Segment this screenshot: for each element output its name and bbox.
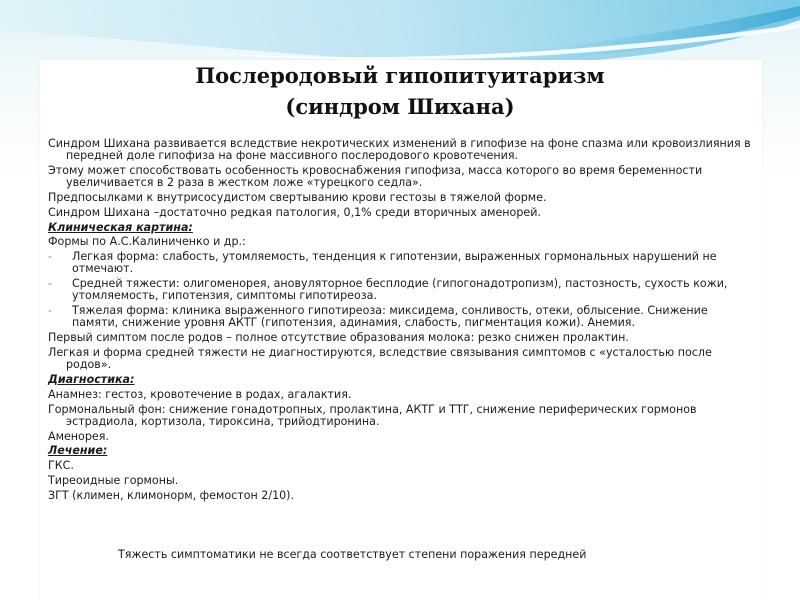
- section-heading-treatment: Лечение:: [48, 444, 108, 458]
- paragraph: Формы по А.С.Калиниченко и др.:: [48, 235, 246, 249]
- title-line-2: (синдром Шихана): [285, 94, 515, 119]
- dash-bullet: -: [48, 304, 53, 318]
- footer-note: Тяжесть симптоматики не всегда соответствует степени поражения передней: [118, 548, 587, 561]
- dash-bullet: -: [48, 277, 53, 291]
- slide-title: [0, 60, 800, 122]
- list-item: - Средней тяжести: олигоменорея, ановуляторное бесплодие (гипогонадотропизм), пастозность, сухость кожи, утомляемость, гипотензия, симптомы гипотиреоза.: [48, 277, 728, 303]
- paragraph: ГКС.: [48, 459, 74, 473]
- list-item: - Тяжелая форма: клиника выраженного гипотиреоза: миксидема, сонливость, отеки, облысение. Снижение памяти, снижение уровня АКТГ (гипотензия, адинамия, слабость, пигментация кожи). Анемия.: [48, 304, 708, 330]
- paragraph: Легкая и форма средней тяжести не диагностируются, вследствие связывания симптомов с «усталостью после родов».: [48, 345, 712, 372]
- dash-bullet: -: [48, 250, 53, 264]
- section-heading-clinical: Клиническая картина:: [48, 220, 193, 234]
- paragraph: Этому может способствовать особенность кровоснабжения гипофиза, масса которого во время беременности увеличивается в 2 раза в жестком ложе «турецкого седла».: [48, 164, 703, 190]
- paragraph: Предпосылками к внутрисосудистом свертыванию крови гестозы в тяжелой форме.: [48, 191, 547, 204]
- title-line-1: Послеродовый гипопитуитаризм: [195, 63, 605, 88]
- slide-content: [48, 138, 754, 505]
- paragraph: Синдром Шихана –достаточно редкая патология, 0,1% среди вторичных аменорей.: [48, 205, 541, 219]
- paragraph: Гормональный фон: снижение гонадотропных, пролактина, АКТГ и ТТГ, снижение периферических гормонов эстрадиола, кортизола, тироксина, трийодтиронина.: [48, 402, 697, 428]
- paragraph: Анамнез: гестоз, кровотечение в родах, агалактия.: [48, 387, 352, 401]
- paragraph: ЗГТ (климен, климонорм, фемостон 2/10).: [48, 488, 295, 502]
- paragraph: Тиреоидные гормоны.: [48, 473, 179, 487]
- paragraph: Синдром Шихана развивается вследствие некротических изменений в гипофизе на фоне спазма или кровоизлияния в передней доле гипофиза на фоне массивного послеродового кровотечения.: [48, 137, 751, 163]
- paragraph: Первый симптом после родов – полное отсутствие образования молока: резко снижен пролактин.: [48, 331, 629, 345]
- section-heading-diagnostics: Диагностика:: [48, 372, 135, 386]
- list-item: - Легкая форма: слабость, утомляемость, тенденция к гипотензии, выраженных гормональных нарушений не отмечают.: [48, 250, 717, 276]
- paragraph: Аменорея.: [48, 429, 109, 443]
